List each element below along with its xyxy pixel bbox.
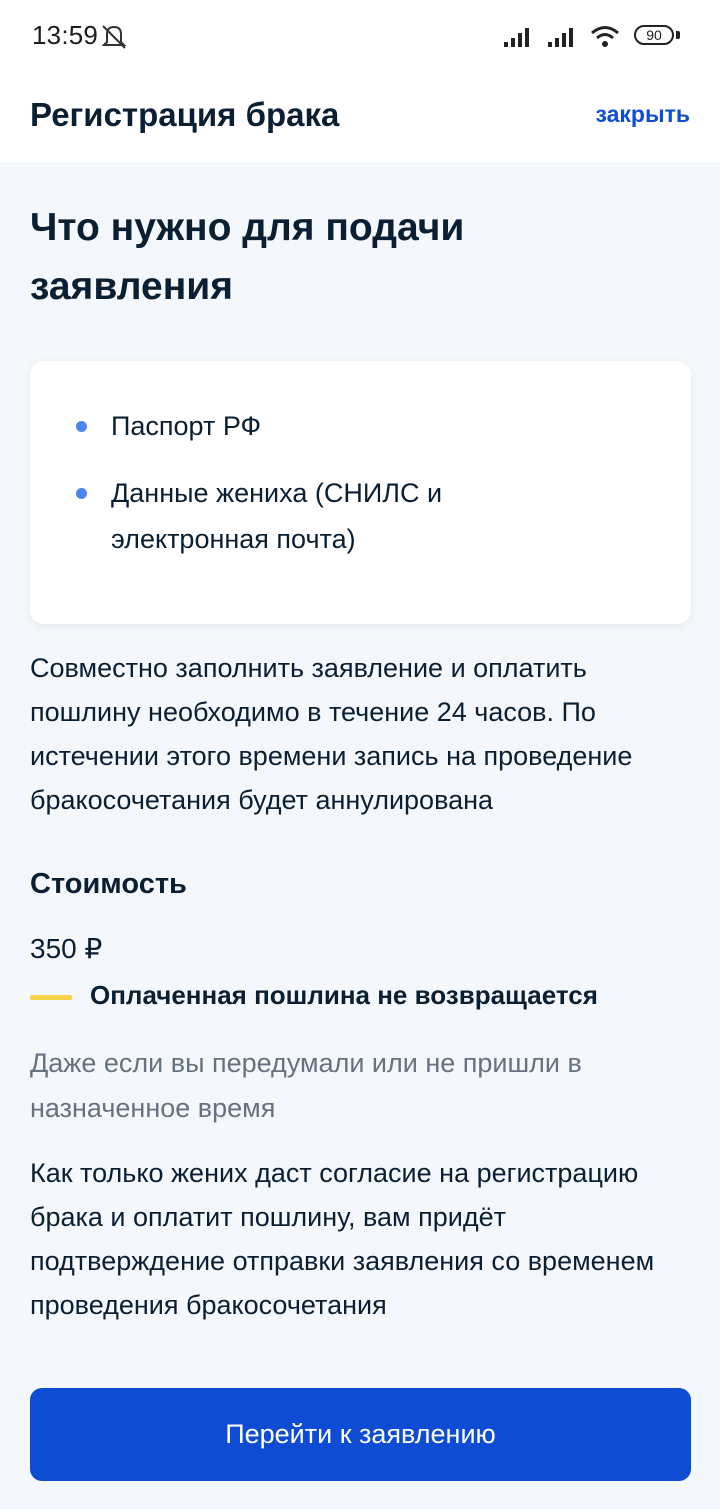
page-title: Регистрация брака xyxy=(30,96,340,133)
requirement-text: Паспорт РФ xyxy=(111,411,262,441)
price-value: 350 ₽ xyxy=(30,933,103,964)
wifi-icon xyxy=(590,24,620,48)
battery-icon xyxy=(634,25,680,47)
warning-text: Оплаченная пошлина не возвращается xyxy=(90,980,598,1010)
bullet-icon xyxy=(76,488,87,499)
status-time: 13:59 xyxy=(32,20,99,50)
status-icons xyxy=(502,22,680,50)
cost-title: Стоимость xyxy=(30,868,187,900)
requirement-text: Данные жениха (СНИЛС и электронная почта) xyxy=(111,478,443,554)
silent-mode-icon xyxy=(97,22,131,50)
close-link[interactable]: закрыть xyxy=(595,101,690,127)
signal-icon xyxy=(546,24,580,48)
signal-icon xyxy=(502,24,536,48)
requirements-card xyxy=(30,361,691,624)
warning-marker xyxy=(30,995,72,1000)
bullet-icon xyxy=(76,421,87,432)
app-header xyxy=(0,70,720,162)
warning-note: Даже если вы передумали или не пришли в назначенное время xyxy=(30,1048,582,1123)
go-to-application-button[interactable]: Перейти к заявлению xyxy=(30,1388,691,1481)
deadline-text: Совместно заполнить заявление и оплатить пошлину необходимо в течение 24 часов. По истечении этого времени запись на проведение бракосочетания будет аннулирована xyxy=(30,653,633,815)
battery-level: 90 xyxy=(646,27,662,43)
confirmation-text: Как только жених даст согласие на регистрацию брака и оплатит пошлину, вам придёт подтверждение отправки заявления со временем проведения бракосочетания xyxy=(30,1158,655,1320)
status-bar xyxy=(0,0,720,70)
section-heading: Что нужно для подачи заявления xyxy=(30,206,465,308)
